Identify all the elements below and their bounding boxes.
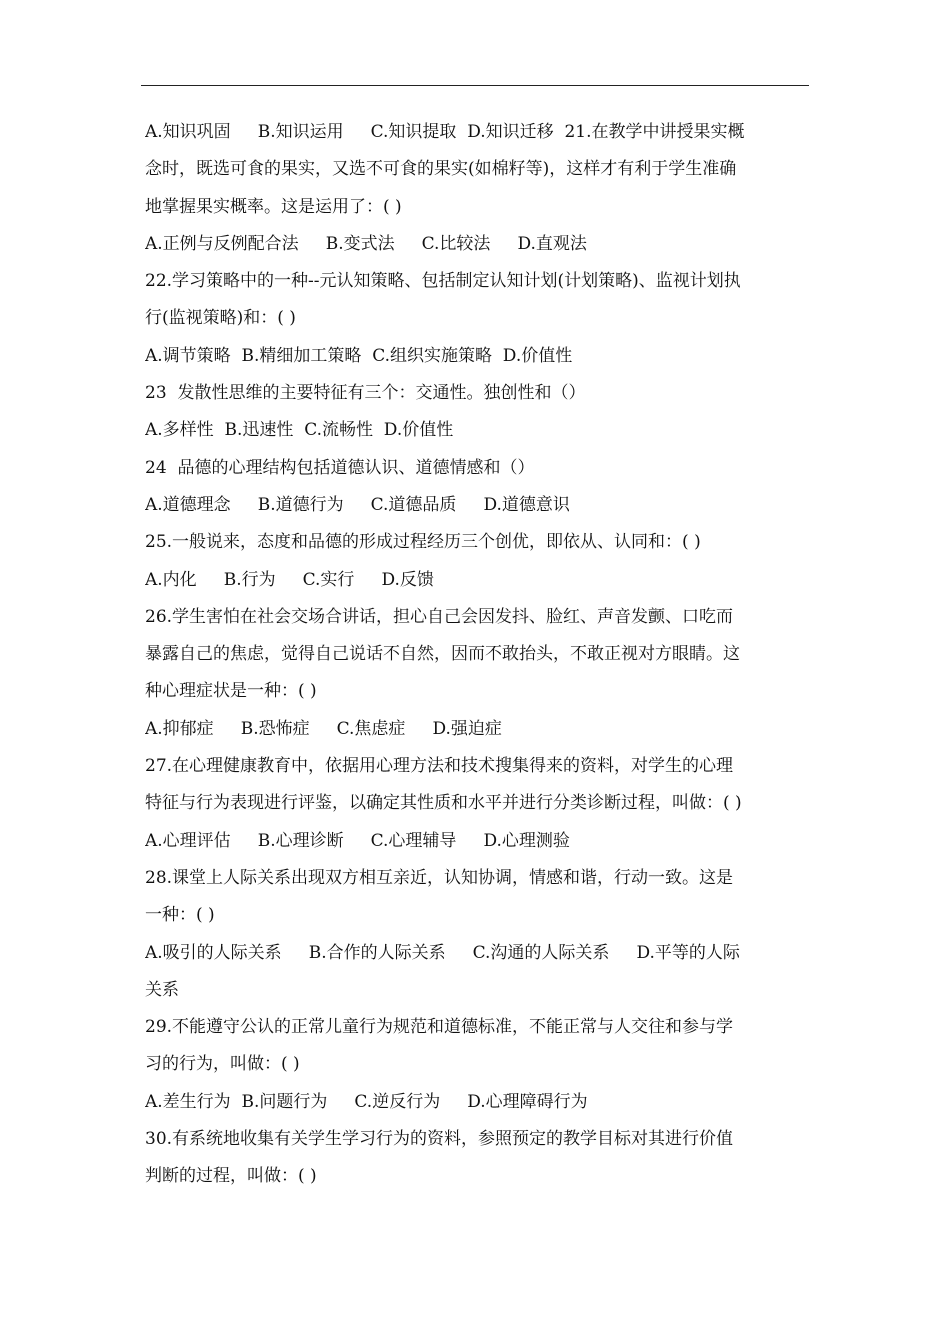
text-line: 25.一般说来，态度和品德的形成过程经历三个创优，即依从、认同和：( ) [145, 532, 701, 553]
text-line: A.正例与反例配合法 B.变式法 C.比较法 D.直观法 [145, 233, 587, 254]
text-line: 26.学生害怕在社会交场合讲话，担心自己会因发抖、脸红、声音发颤、口吃而 [145, 606, 734, 627]
text-line: A.心理评估 B.心理诊断 C.心理辅导 D.心理测验 [145, 830, 570, 851]
text-line: 地掌握果实概率。这是运用了：( ) [145, 196, 402, 217]
text-line: 念时，既选可食的果实，又选不可食的果实(如棉籽等)，这样才有利于学生准确 [145, 159, 737, 180]
text-line: A.多样性 B.迅速性 C.流畅性 D.价值性 [145, 420, 454, 441]
text-line: A.知识巩固 B.知识运用 C.知识提取 D.知识迁移 21.在教学中讲授果实概 [145, 122, 745, 142]
text-line: 习的行为，叫做：( ) [145, 1054, 300, 1075]
text-line: A.内化 B.行为 C.实行 D.反馈 [145, 569, 434, 590]
text-line: A.调节策略 B.精细加工策略 C.组织实施策略 D.价值性 [145, 345, 573, 366]
text-line: 22.学习策略中的一种--元认知策略、包括制定认知计划(计划策略)、监视计划执 [145, 271, 741, 292]
text-line: A.抑郁症 B.恐怖症 C.焦虑症 D.强迫症 [145, 718, 502, 739]
text-line: 行(监视策略)和：( ) [145, 308, 296, 329]
text-line: 关系 [145, 979, 179, 1000]
text-line: A.吸引的人际关系 B.合作的人际关系 C.沟通的人际关系 D.平等的人际 [145, 942, 740, 963]
text-line: 23 发散性思维的主要特征有三个：交通性。独创性和（） [145, 383, 586, 404]
text-line: A.差生行为 B.问题行为 C.逆反行为 D.心理障碍行为 [145, 1091, 588, 1112]
text-line: A.道德理念 B.道德行为 C.道德品质 D.道德意识 [145, 494, 570, 515]
text-line: 特征与行为表现进行评鉴，以确定其性质和水平并进行分类诊断过程，叫做：( ) [145, 793, 742, 814]
text-line: 暴露自己的焦虑，觉得自己说话不自然，因而不敢抬头，不敢正视对方眼睛。这 [145, 644, 740, 665]
text-line: 24 品德的心理结构包括道德认识、道德情感和（） [145, 457, 535, 478]
text-line: 27.在心理健康教育中，依据用心理方法和技术搜集得来的资料，对学生的心理 [145, 756, 734, 777]
document-body [145, 114, 809, 1196]
text-line: 一种：( ) [145, 905, 215, 926]
text-line: 29.不能遵守公认的正常儿童行为规范和道德标准，不能正常与人交往和参与学 [145, 1017, 734, 1038]
text-line: 28.课堂上人际关系出现双方相互亲近，认知协调，情感和谐，行动一致。这是 [145, 867, 734, 888]
text-line: 种心理症状是一种：( ) [145, 681, 317, 702]
text-line: 30.有系统地收集有关学生学习行为的资料，参照预定的教学目标对其进行价值 [145, 1129, 734, 1150]
text-line: 判断的过程，叫做：( ) [145, 1166, 317, 1187]
header-rule [141, 85, 809, 86]
